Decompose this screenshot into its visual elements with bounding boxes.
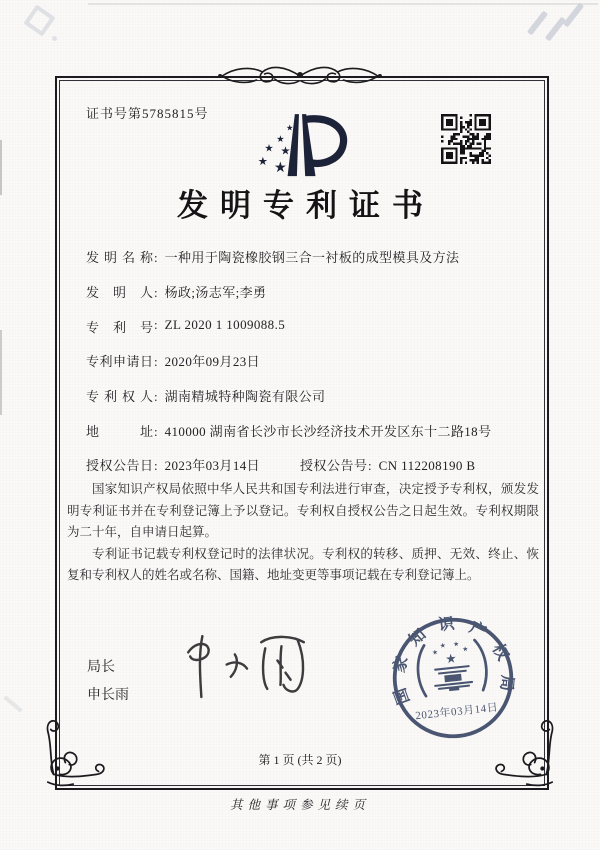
field-label: 地址 — [86, 424, 153, 439]
field-row-grant — [86, 455, 538, 474]
star-icon: ★ — [264, 142, 274, 155]
scan-edge-shadow — [0, 330, 2, 415]
star-icon: ★ — [461, 644, 469, 654]
legal-paragraph-1: 国家知识产权局依照中华人民共和国专利法进行审查，决定授予专利权，颁发发明专利证书并在专利登记簿上予以登记。专利权自授权公告之日起生效。专利权期限为二十年，自申请日起算。 — [67, 482, 539, 540]
field-label: 授权公告日 — [86, 458, 153, 473]
field-row-invention-name — [86, 247, 538, 266]
star-icon: ★ — [285, 122, 294, 133]
field-value: 一种用于陶瓷橡胶钢三合一衬板的成型模具及方法 — [164, 250, 460, 265]
field-label: 发明人 — [86, 285, 153, 300]
field-row-filing-date — [86, 351, 538, 370]
field-colon: : — [154, 458, 158, 473]
page-number: 第 1 页 (共 2 页) — [258, 753, 342, 767]
scan-bar-icon — [527, 11, 548, 36]
field-row-patent-number — [86, 317, 538, 336]
seal-agency-text: 国家知识产权局 — [391, 615, 516, 707]
legal-paragraph-2: 专利证书记载专利权登记时的法律状况。专利权的转移、质押、无效、终止、恢复和专利权人的姓名或名称、国籍、地址变更等事项记载在专利登记簿上。 — [67, 546, 539, 583]
scan-smudge-top-left — [23, 4, 55, 36]
star-icon: ★ — [280, 143, 291, 158]
field-row-inventors — [86, 282, 538, 301]
signer-block — [87, 654, 129, 710]
field-value: 2020年09月23日 — [164, 354, 261, 369]
star-icon: ★ — [444, 650, 458, 667]
star-icon: ★ — [276, 134, 285, 146]
field-colon: : — [154, 250, 158, 265]
signer-name: 申长雨 — [87, 688, 129, 703]
field-colon: : — [154, 285, 158, 300]
corner-flourish-bottom-left — [40, 704, 122, 790]
national-emblem-icon — [431, 639, 470, 668]
seal-date-text: 2023年03月14日 — [414, 701, 499, 723]
legal-text — [67, 479, 539, 587]
scan-bar-icon — [545, 17, 566, 42]
scan-smudge-bottom-left — [3, 695, 22, 712]
star-icon: ★ — [273, 159, 287, 176]
official-seal-icon — [369, 594, 536, 761]
field-label: 专利权人 — [86, 389, 153, 404]
field-colon: : — [154, 389, 158, 404]
signer-title: 局长 — [87, 660, 115, 675]
certificate-number: 证书号第5785815号 — [86, 106, 209, 121]
field-value: 410000 湖南省长沙市长沙经济技术开发区东十二路18号 — [164, 424, 492, 439]
star-icon: ★ — [439, 641, 447, 650]
field-colon: : — [154, 317, 158, 332]
cnipa-logo-icon — [238, 110, 362, 178]
field-row-patentee — [86, 386, 538, 405]
field-label: 专利号 — [86, 320, 153, 335]
top-center-ornament — [214, 62, 386, 90]
field-value: 2023年03月14日 — [164, 458, 261, 473]
field-value: 杨政;汤志军;李勇 — [164, 285, 267, 300]
scan-smudge-top-right — [516, 2, 600, 54]
star-icon: ★ — [452, 639, 460, 649]
field-colon: : — [154, 424, 158, 439]
field-value: 湖南精城特种陶瓷有限公司 — [164, 389, 326, 404]
field-label: 发明名称 — [86, 250, 153, 265]
field-colon: : — [368, 458, 372, 473]
qr-code-icon — [441, 114, 491, 164]
field-row-address — [86, 421, 538, 440]
scan-bar-icon — [563, 3, 584, 28]
field-label: 授权公告号 — [300, 458, 368, 473]
handwritten-signature-icon — [176, 626, 318, 706]
field-colon: : — [154, 354, 158, 369]
field-label: 专利申请日 — [86, 354, 153, 369]
continuation-note: 其他事项参见续页 — [229, 798, 370, 812]
field-value: ZL 2020 1 1009088.5 — [164, 317, 286, 332]
certificate-title: 发明专利证书 — [177, 188, 435, 223]
star-icon: ★ — [431, 648, 439, 657]
star-icon: ★ — [257, 153, 268, 168]
scan-dot-top-left — [52, 36, 57, 41]
field-value: CN 112208190 B — [378, 458, 476, 473]
